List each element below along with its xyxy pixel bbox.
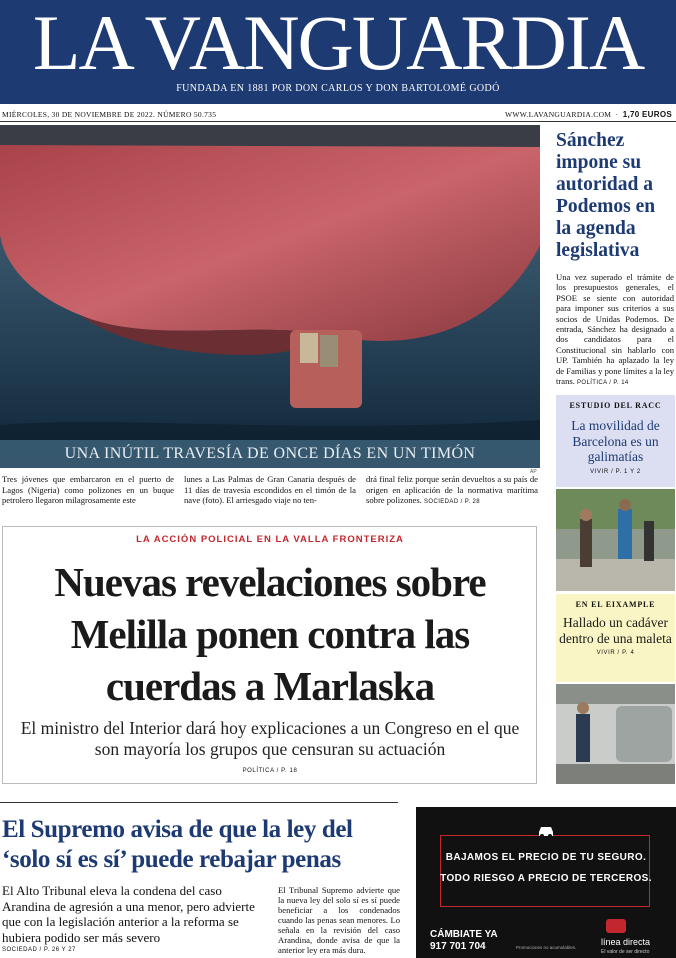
- racc-section-ref: VIVIR / P. 1 Y 2: [590, 468, 641, 475]
- price: 1,70 EUROS: [622, 110, 672, 119]
- photo-credit: AP: [530, 469, 537, 475]
- ad-line-2: TODO RIESGO A PRECIO DE TERCEROS.: [440, 873, 652, 884]
- dateline-right: WWW.LAVANGUARDIA.COM · 1,70 EUROS: [504, 110, 672, 119]
- ad-fine-print: Promociones no acumulables.: [516, 945, 577, 950]
- police-photo[interactable]: [556, 684, 675, 784]
- insurance-ad[interactable]: [416, 807, 676, 958]
- eixample-box[interactable]: [556, 594, 675, 682]
- ship-story-col-2: lunes a Las Palmas de Gran Canaria después de 11 días de travesía escondidos en el timón de la nave (foto). El arriesgado viaje no ten-: [184, 474, 356, 505]
- racc-box[interactable]: [556, 395, 675, 487]
- masthead-title: LA VANGUARDIA: [32, 0, 644, 86]
- right-story-body: Una vez superado el trámite de los presupuestos generales, el PSOE se siente con autoridad para imponer sus criterios a sus socios de Unidas Podemos. De entrada, Sánchez ha designado a dos candidatos para el Constitucional sin hablarlo con UP. También ha aplazado la ley de Familias y pone límites a la ley trans. POLÍTICA / P. 14: [556, 272, 674, 387]
- ship-rudder-photo[interactable]: [0, 125, 540, 468]
- street-photo[interactable]: [556, 489, 675, 591]
- ad-line-1: BAJAMOS EL PRECIO DE TU SEGURO.: [445, 852, 647, 863]
- right-story: [556, 130, 674, 388]
- lead-kicker: LA ACCIÓN POLICIAL EN LA VALLA FRONTERIZA: [136, 534, 404, 545]
- car-icon: [536, 821, 556, 841]
- right-story-headline[interactable]: Sánchez impone su autoridad a Podemos en la agenda legislativa: [556, 130, 656, 261]
- website-link[interactable]: WWW.LAVANGUARDIA.COM: [504, 110, 612, 119]
- eixample-headline: Hallado un cadáver dentro de una maleta: [559, 615, 672, 646]
- red-phone-icon: [606, 919, 626, 933]
- eixample-section-ref: VIVIR / P. 4: [596, 650, 635, 656]
- lead-subhead: El ministro del Interior dará hoy explicaciones a un Congreso en el que son mayoría los grupos que censuran su actuación: [20, 718, 520, 759]
- ship-story-col-3: drá final feliz porque serán devueltos a su país de origen en aplicación de la normativa marítima sobre polizones. SOCIEDAD / P. 28: [366, 474, 538, 505]
- bottom-column: El Tribunal Supremo advierte que la nueva ley del solo sí es sí puede beneficiar a los condenados cuando las penas sean menores. Lo señala en la revisión del caso Arandina, donde avisa de que la anterior ley era más dura.: [278, 885, 400, 955]
- ship-story-col-1: Tres jóvenes que embarcaron en el puerto de Lagos (Nigeria) como polizones en un buque petrolero llegaron milagrosamente este: [2, 474, 174, 505]
- top-rule: [0, 121, 676, 122]
- bottom-section-ref[interactable]: SOCIEDAD / P. 26 Y 27: [2, 947, 76, 953]
- dateline-date: MIÉRCOLES, 30 DE NOVIEMBRE DE 2022. NÚMERO 50.735: [2, 110, 217, 119]
- ship-story-section-ref[interactable]: SOCIEDAD / P. 28: [424, 499, 480, 505]
- bottom-headline[interactable]: El Supremo avisa de que la ley del ‘solo sí es sí’ puede rebajar penas: [2, 816, 353, 873]
- masthead: [0, 0, 676, 104]
- right-story-section-ref[interactable]: POLÍTICA / P. 14: [577, 380, 629, 387]
- ad-brand: línea directa: [601, 937, 651, 947]
- ad-brand-tagline: El valor de ser directo: [601, 949, 650, 955]
- bottom-lede: El Alto Tribunal eleva la condena del caso Arandina de agresión a una menor, pero advierte que con la legislación anterior a la reforma se hubiera podido ser más severo: [2, 883, 255, 945]
- racc-headline: La movilidad de Barcelona es un galimatías: [571, 418, 660, 464]
- ad-frame: [440, 835, 650, 907]
- masthead-founded: FUNDADA EN 1881 POR DON CARLOS Y DON BARTOLOMÉ GODÓ: [176, 83, 500, 94]
- photo-caption: UNA INÚTIL TRAVESÍA DE ONCE DÍAS EN UN TIMÓN: [0, 440, 540, 468]
- lead-headline[interactable]: Nuevas revelaciones sobre Melilla ponen contra las cuerdas a Marlaska: [54, 559, 486, 709]
- ship-story-columns: [2, 474, 538, 508]
- ad-phone-number[interactable]: 917 701 704: [430, 941, 486, 952]
- bottom-rule: [0, 802, 398, 803]
- ad-cta[interactable]: CÁMBIATE YA 917 701 704: [430, 929, 498, 952]
- lead-section-ref[interactable]: POLÍTICA / P. 18: [242, 768, 298, 774]
- racc-kicker: ESTUDIO DEL RACC: [569, 401, 662, 410]
- eixample-kicker: EN EL EIXAMPLE: [575, 600, 656, 609]
